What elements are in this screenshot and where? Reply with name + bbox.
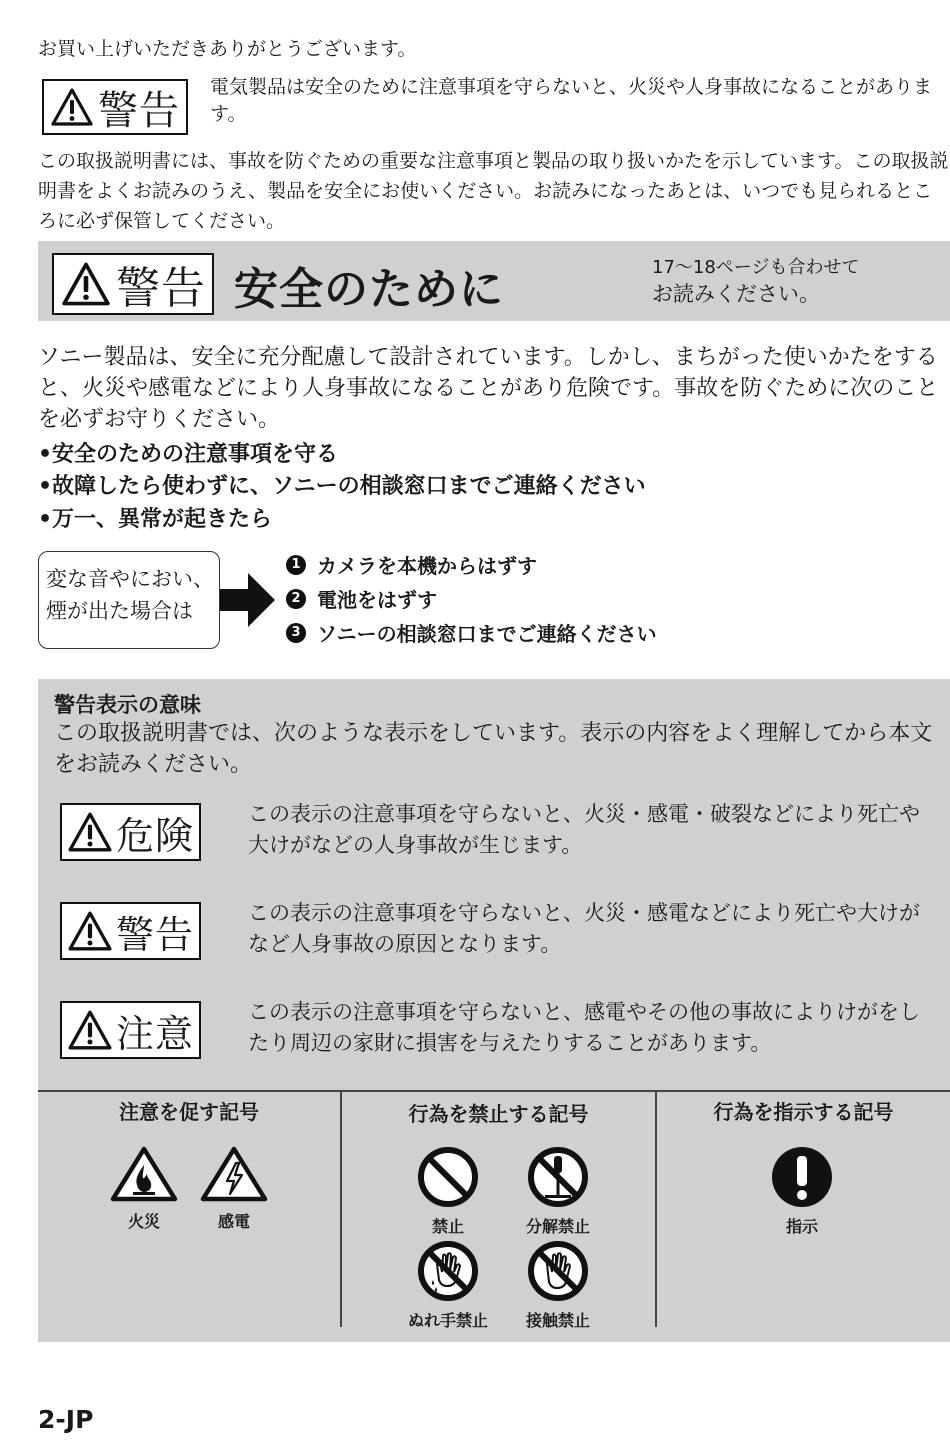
emergency-step: [286, 550, 537, 579]
manual-note: この取扱説明書には、事故を防ぐための重要な注意事項と製品の取り扱いかたを示しています。この取扱説明書をよくお読みのうえ、製品を安全にお使いください。お読みになったあとは、いつでも見られるところに必ず保管してください。: [38, 150, 949, 232]
emergency-step: [286, 618, 657, 647]
screwdriver-icon: [527, 1146, 589, 1208]
column-divider: [655, 1091, 657, 1327]
bullet-item: •故障したら使わずに、ソニーの相談窓口までご連絡ください: [38, 474, 646, 499]
prohibition-caption: 禁止: [431, 1217, 464, 1236]
instruction-symbol: [762, 1146, 842, 1237]
contact-symbol: [508, 1240, 608, 1331]
safety-title: 安全のために: [234, 264, 504, 315]
safety-intro-paragraph: ソニー製品は、安全に充分配慮して設計されています。しかし、まちがった使いかたをすると、火災や感電などにより人身事故になることがあり危険です。事故を防ぐために次のことを必ずお守りください。: [38, 345, 939, 432]
danger-label: [60, 803, 201, 861]
safety-warning-label-text: 警告: [116, 263, 206, 314]
prohibition-icon: [417, 1146, 479, 1208]
bullet-item: •万一、異常が起きたら: [38, 507, 273, 532]
warning-triangle-icon: [67, 811, 113, 853]
bullet-item: •安全のための注意事項を守る: [38, 442, 339, 467]
step-number: 1: [286, 555, 306, 575]
condition-line1: 変な音やにおい、: [46, 567, 214, 591]
warning-triangle-icon: [67, 910, 113, 952]
step-number: 2: [286, 589, 306, 609]
condition-line2: 煙が出た場合は: [46, 599, 193, 623]
warning-label-text: 警告: [98, 87, 180, 134]
prohibition-symbol: [408, 1146, 488, 1237]
emergency-step: [286, 584, 437, 613]
prohibition-symbols-heading: 行為を禁止する記号: [408, 1102, 589, 1126]
warning-level-label: [60, 902, 201, 960]
warning-triangle-icon: [67, 1009, 113, 1051]
step-number: 3: [286, 623, 306, 643]
fire-symbol: [106, 1145, 182, 1232]
fire-icon: [109, 1145, 179, 1203]
meaning-text: この取扱説明書では、次のような表示をしています。表示の内容をよく理解してから本文をお読みください。: [54, 721, 933, 777]
wet-hand-icon: [417, 1240, 479, 1302]
shock-symbol: [196, 1145, 272, 1232]
page-number: 2-JP: [38, 1405, 94, 1434]
disassemble-caption: 分解禁止: [525, 1217, 590, 1236]
meaning-heading: 警告表示の意味: [54, 693, 201, 717]
contact-caption: 接触禁止: [525, 1311, 590, 1330]
warning-triangle-icon: [50, 87, 94, 127]
step-text: 電池をはずす: [317, 588, 437, 612]
caution-description: この表示の注意事項を守らないと、感電やその他の事故によりけがをしたり周辺の家財に損害を与えたりすることがあります。: [248, 1000, 920, 1055]
caution-label-text: 注意: [116, 1011, 195, 1056]
symbol-table-divider: [38, 1090, 950, 1092]
fire-caption: 火災: [127, 1212, 160, 1231]
warning-level-label-text: 警告: [116, 912, 195, 957]
hand-icon: [527, 1240, 589, 1302]
warning-triangle-icon: [60, 261, 112, 307]
warning-label: [42, 79, 188, 135]
instruction-symbols-heading: 行為を指示する記号: [713, 1100, 894, 1124]
arrow-right-icon: [220, 573, 276, 627]
exclamation-icon: [771, 1146, 833, 1208]
step-text: ソニーの相談窓口までご連絡ください: [317, 622, 657, 646]
caution-symbols-heading: 注意を促す記号: [119, 1100, 259, 1124]
caution-label: [60, 1001, 201, 1059]
page-reference-line2: お読みください。: [652, 282, 820, 306]
warning-description: この表示の注意事項を守らないと、火災・感電などにより死亡や大けがなど人身事故の原因となります。: [248, 901, 920, 956]
step-text: カメラを本機からはずす: [317, 554, 537, 578]
instruction-caption: 指示: [785, 1217, 818, 1236]
danger-label-text: 危険: [116, 813, 195, 858]
wet-hands-symbol: [398, 1240, 498, 1331]
page-reference: [652, 254, 859, 308]
safety-warning-label: [52, 253, 214, 315]
disassemble-symbol: [508, 1146, 608, 1237]
danger-description: この表示の注意事項を守らないと、火災・感電・破裂などにより死亡や大けがなどの人身事故が生じます。: [248, 802, 920, 857]
emergency-condition-text: [46, 563, 214, 627]
wet-hands-caption: ぬれ手禁止: [407, 1311, 488, 1330]
intro-text: お買い上げいただきありがとうございます。: [38, 38, 417, 60]
electric-shock-icon: [199, 1145, 269, 1203]
shock-caption: 感電: [217, 1212, 250, 1231]
warning-text: 電気製品は安全のために注意事項を守らないと、火災や人身事故になることがあります。: [210, 76, 933, 125]
page-reference-line1: 17〜18ページも合わせて: [652, 257, 860, 278]
